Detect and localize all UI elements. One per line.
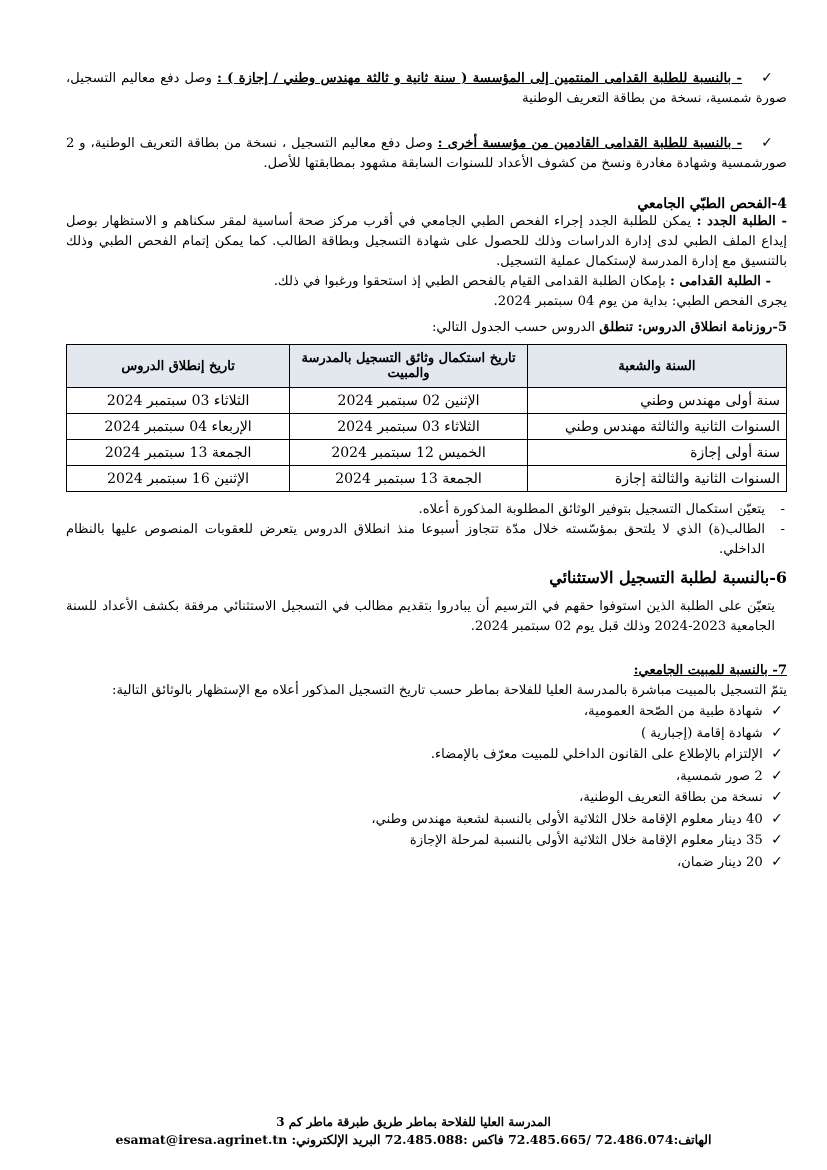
medical-date: يجرى الفحص الطبي: بداية من يوم 04 سبتمبر 2024. (493, 294, 787, 309)
checkmark-icon: ✓ (771, 767, 783, 784)
footer-address: المدرسة العليا للفلاحة بماطر طريق طبرقة ماطر كم 3 (276, 1115, 551, 1129)
dorm-documents-list (66, 701, 787, 873)
medical-old-label: - الطلبة القدامى : (669, 274, 771, 289)
medical-old-text: بإمكان الطلبة القدامى القيام بالفحص الطبي إذ استحقوا ورغبوا في ذلك. (273, 274, 670, 289)
list-item (66, 809, 787, 831)
section-dorm (66, 661, 787, 873)
list-item (66, 723, 787, 745)
list-item-text: 35 دينار معلوم الإقامة خلال الثلاثية الأولى بالنسبة لمرحلة الإجازة (409, 833, 763, 848)
table-row (67, 466, 787, 492)
table-cell: الثلاثاء 03 سبتمبر 2024 (290, 414, 528, 440)
table-cell: الجمعة 13 سبتمبر 2024 (67, 440, 290, 466)
table-cell: سنة أولى مهندس وطني (527, 388, 786, 414)
section-dorm-intro: يتمّ التسجيل بالمبيت مباشرة بالمدرسة العليا للفلاحة بماطر حسب تاريخ التسجيل المذكور أعلاه مع الإستظهار بالوثائق التالية: (112, 683, 787, 698)
section-medical-title: 4-الفحص الطبّي الجامعي (637, 196, 787, 212)
checkmark-icon: ✓ (761, 135, 773, 151)
table-cell: الإربعاء 04 سبتمبر 2024 (67, 414, 290, 440)
medical-new-text: يمكن للطلبة الجدد إجراء الفحص الطبي الجامعي في أقرب مركز صحة أساسية لمقر سكناهم و الاستظهار بوصل إيداع الملف الطبي لدى إدارة الدراسات وذلك للحصول على شهادة التسجيل وبطاقة الطالب. كما يمكن إتمام الفحص الطبي وذلك بالتنسيق مع إدارة المدرسة لإستكمال عملية التسجيل. (66, 214, 787, 269)
schedule-notes (66, 500, 787, 560)
section-schedule-title-line (66, 318, 787, 338)
list-item (66, 701, 787, 723)
list-item (66, 744, 787, 766)
checkmark-icon: ✓ (771, 810, 783, 827)
list-item-text: 20 دينار ضمان، (676, 854, 763, 870)
enroll-bullet-2-label: - بالنسبة للطلبة القدامى القادمين من مؤسسة أخرى : (437, 136, 743, 151)
table-cell: الإثنين 16 سبتمبر 2024 (67, 466, 290, 492)
table-row (67, 388, 787, 414)
medical-old-students (66, 272, 787, 292)
table-row (67, 414, 787, 440)
table-cell: الجمعة 13 سبتمبر 2024 (290, 466, 528, 492)
list-item: - الطالب(ة) الذي لا يلتحق بمؤسّسته خلال مدّة تتجاوز أسبوعا منذ انطلاق الدروس يتعرض للعقوبات المنصوص عليها بالنظام الداخلي. (66, 520, 787, 560)
section-schedule-title-rest: الدروس حسب الجدول التالي: (431, 320, 600, 335)
checkmark-icon: ✓ (771, 832, 783, 848)
checkmark-icon: ✓ (771, 703, 783, 719)
section-exceptional (66, 568, 787, 637)
checkmark-icon: ✓ (771, 724, 783, 741)
section-exceptional-title: 6-بالنسبة لطلبة التسجيل الاستثنائي (549, 568, 787, 587)
list-item-text: شهادة إقامة (إجبارية ) (640, 725, 763, 741)
section-medical (66, 196, 787, 312)
list-item (66, 766, 787, 788)
medical-new-students (66, 212, 787, 272)
enroll-bullet-2 (66, 133, 787, 174)
enroll-bullet-1-label: - بالنسبة للطلبة القدامى المنتمين إلى المؤسسة ( سنة ثانية و ثالثة مهندس وطني / إجازة ) : (216, 71, 743, 86)
checkmark-icon: ✓ (771, 853, 783, 870)
medical-new-label: - الطلبة الجدد : (696, 214, 787, 229)
enroll-bullet-1 (66, 68, 787, 109)
page-footer (0, 1114, 827, 1148)
table-cell: سنة أولى إجازة (527, 440, 786, 466)
table-cell: السنوات الثانية والثالثة مهندس وطني (527, 414, 786, 440)
enroll-bullet-2-text: وصل دفع معاليم التسجيل ، نسخة من بطاقة التعريف الوطنية، و 2 صورشمسية وشهادة مغادرة ونسخ من كشوف الأعداد للسنوات السابقة مشهود بمطابقتها للأصل. (66, 136, 787, 171)
list-item-text: شهادة طبية من الصّحة العمومية، (583, 704, 763, 719)
table-cell: السنوات الثانية والثالثة إجازة (527, 466, 786, 492)
table-header-year: السنة والشعبة (527, 345, 786, 388)
list-item (66, 830, 787, 852)
section-dorm-title: 7- بالنسبة للمبيت الجامعي: (633, 663, 787, 678)
table-header-row (67, 345, 787, 388)
checkmark-icon: ✓ (761, 70, 773, 86)
checkmark-icon: ✓ (771, 789, 783, 805)
list-item (66, 852, 787, 874)
enroll-bullet-1-text: وصل دفع معاليم التسجيل، صورة شمسية، نسخة من بطاقة التعريف الوطنية (66, 71, 787, 106)
list-item-text: 2 صور شمسية، (675, 768, 763, 784)
section-exceptional-text: يتعيّن على الطلبة الذين استوفوا حقهم في الترسيم أن يبادروا بتقديم مطالب في التسجيل الاستثنائي مرفقة بكشف الأعداد للسنة الجامعية 2023-2024 وذلك قبل يوم 02 سبتمبر 2024. (66, 599, 775, 634)
document-page (66, 68, 787, 873)
table-cell: الثلاثاء 03 سبتمبر 2024 (67, 388, 290, 414)
section-schedule (66, 318, 787, 560)
list-item-text: الإلتزام بالإطلاع على القانون الداخلي للمبيت معرّف بالإمضاء. (430, 747, 763, 762)
table-row (67, 440, 787, 466)
table-header-registration: تاريخ استكمال وثائق التسجيل بالمدرسة والمبيت (290, 345, 528, 388)
table-cell: الخميس 12 سبتمبر 2024 (290, 440, 528, 466)
list-item (66, 787, 787, 809)
checkmark-icon: ✓ (771, 746, 783, 762)
list-item-text: نسخة من بطاقة التعريف الوطنية، (579, 790, 763, 805)
table-header-start: تاريخ إنطلاق الدروس (67, 345, 290, 388)
table-cell: الإثنين 02 سبتمبر 2024 (290, 388, 528, 414)
footer-contact: الهاتف:72.486.074 /72.485.665 فاكس :72.485.088 البريد الإلكتروني: esamat@iresa.agrinet.tn (115, 1132, 712, 1147)
schedule-table (66, 344, 787, 492)
section-schedule-title: 5-روزنامة انطلاق الدروس: تنطلق (599, 320, 787, 335)
list-item-text: 40 دينار معلوم الإقامة خلال الثلاثية الأولى بالنسبة لشعبة مهندس وطني، (371, 811, 763, 827)
list-item: - يتعيّن استكمال التسجيل بتوفير الوثائق المطلوبة المذكورة أعلاه. (66, 500, 787, 520)
